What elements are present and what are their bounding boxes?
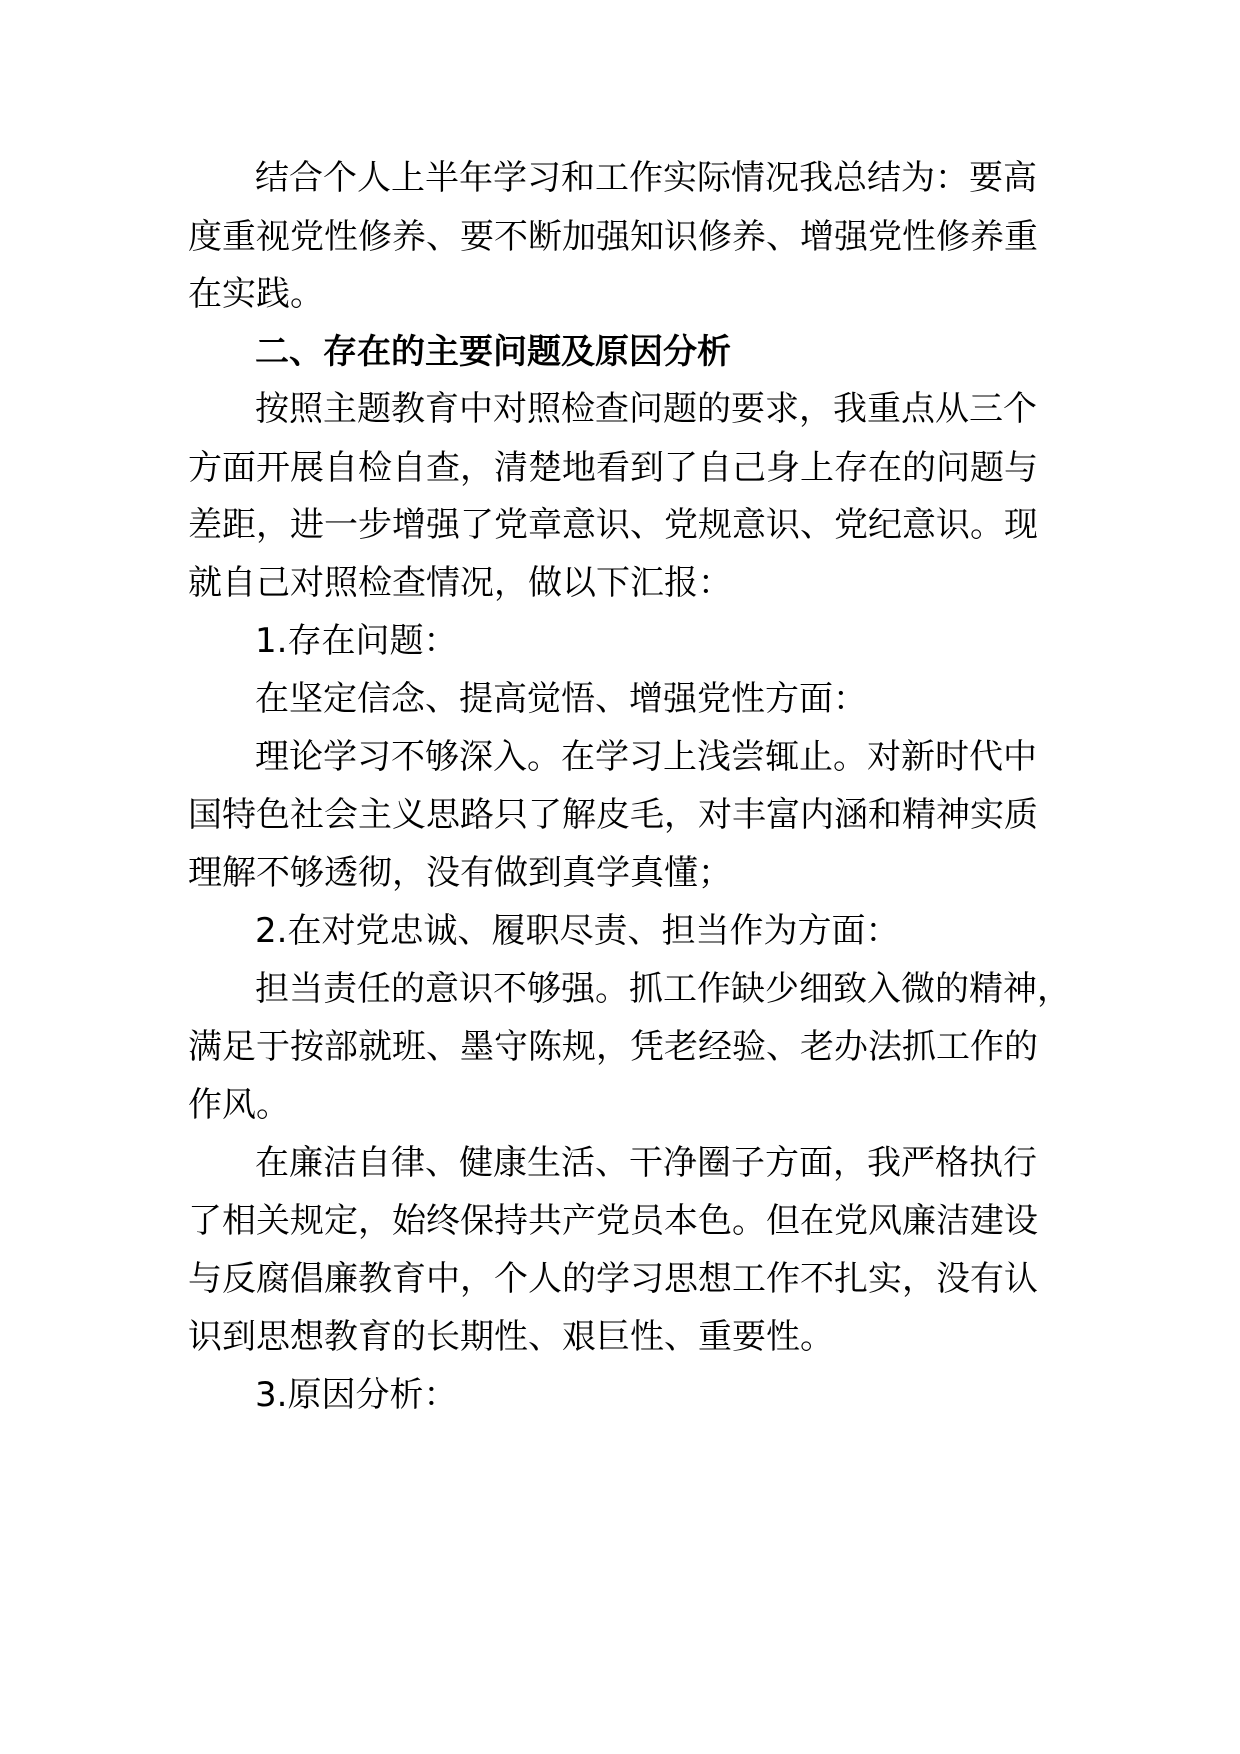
subsection-label-1: 1.存在问题： xyxy=(255,621,458,661)
text-line-16: 满足于按部就班、墨守陈规，凭老经验、老办法抓工作的 xyxy=(188,1027,1038,1067)
text-line-17: 作风。 xyxy=(188,1085,290,1125)
text-line-21: 识到思想教育的长期性、艰巨性、重要性。 xyxy=(188,1317,834,1357)
text-line-3: 在实践。 xyxy=(188,274,324,314)
text-line-5: 按照主题教育中对照检查问题的要求，我重点从三个 xyxy=(255,389,1037,429)
text-line-11: 理论学习不够深入。在学习上浅尝辄止。对新时代中 xyxy=(255,737,1037,777)
text-line-7: 差距，进一步增强了党章意识、党规意识、党纪意识。现 xyxy=(188,505,1038,545)
text-line-8: 就自己对照检查情况，做以下汇报： xyxy=(188,563,732,603)
document-page xyxy=(188,0,1071,1754)
text-line-13: 理解不够透彻，没有做到真学真懂； xyxy=(188,853,732,893)
section-heading: 二、存在的主要问题及原因分析 xyxy=(255,332,731,372)
text-line-10: 在坚定信念、提高觉悟、增强党性方面： xyxy=(255,679,867,719)
text-line-18: 在廉洁自律、健康生活、干净圈子方面，我严格执行 xyxy=(255,1143,1037,1183)
text-line-20: 与反腐倡廉教育中，个人的学习思想工作不扎实，没有认 xyxy=(188,1259,1038,1299)
subsection-label-3: 3.原因分析： xyxy=(255,1375,458,1415)
text-line-1: 结合个人上半年学习和工作实际情况我总结为：要高 xyxy=(255,158,1037,198)
subsection-label-2: 2.在对党忠诚、履职尽责、担当作为方面： xyxy=(255,911,900,951)
text-line-19: 了相关规定，始终保持共产党员本色。但在党风廉洁建设 xyxy=(188,1201,1038,1241)
text-line-6: 方面开展自检自查，清楚地看到了自己身上存在的问题与 xyxy=(188,448,1038,488)
text-line-15: 担当责任的意识不够强。抓工作缺少细致入微的精神， xyxy=(255,969,1071,1009)
text-line-12: 国特色社会主义思路只了解皮毛，对丰富内涵和精神实质 xyxy=(188,795,1038,835)
text-line-2: 度重视党性修养、要不断加强知识修养、增强党性修养重 xyxy=(188,217,1038,257)
